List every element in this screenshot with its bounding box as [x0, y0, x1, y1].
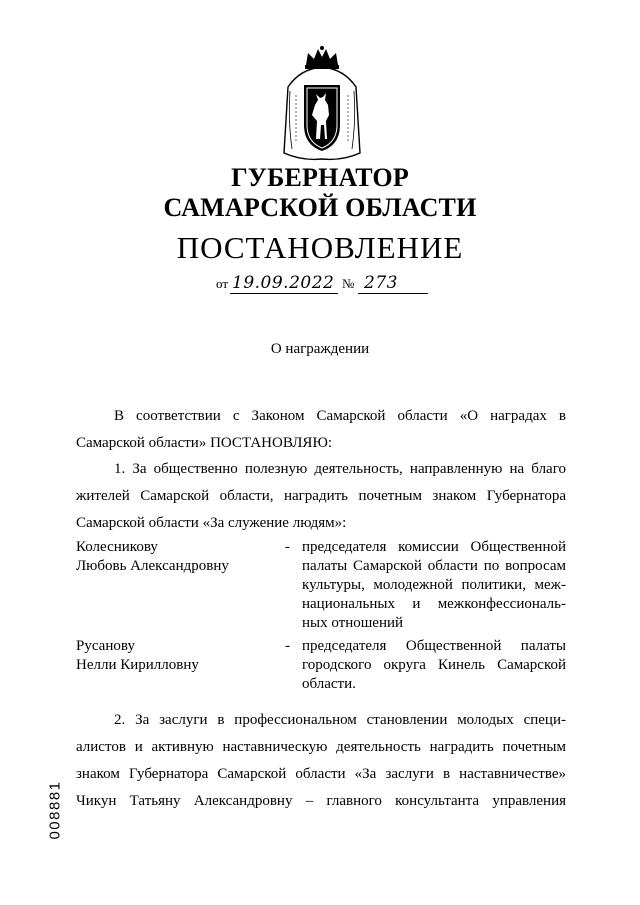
awardee-position	[302, 538, 566, 633]
text-line: национальных и межконфессиональ-	[302, 596, 566, 612]
text-line: культуры, молодежной политики, меж-	[302, 577, 566, 593]
awardee-surname: Русанову	[76, 638, 135, 654]
document-type: ПОСТАНОВЛЕНИЕ	[176, 230, 464, 265]
preamble-paragraph	[76, 403, 566, 457]
date-number-line	[200, 271, 440, 297]
text-line: Чикун Татьяну Александровну – главного консультанта управления	[76, 793, 566, 809]
item-2-paragraph	[76, 707, 566, 815]
text-line: ных отношений	[302, 615, 404, 631]
awardee-given-names: Нелли Кирилловну	[76, 657, 199, 673]
samara-coat-of-arms-icon	[282, 45, 362, 163]
awardee-entry	[0, 538, 640, 638]
awardee-dash: -	[285, 638, 290, 654]
text-line: городского округа Кинель Самарской	[302, 657, 566, 673]
text-line: знаком Губернатора Самарской области «За заслуги в наставничестве»	[76, 766, 566, 782]
serial-number-text: 008881	[46, 780, 64, 840]
awardee-given-names: Любовь Александровну	[76, 558, 229, 574]
text-line: В соответствии с Законом Самарской области «О наградах в	[114, 408, 566, 424]
text-line: алистов и активную наставническую деятельность наградить почетным	[76, 739, 566, 755]
document-subject: О награждении	[270, 341, 370, 357]
number-label: №	[342, 276, 355, 291]
number-underline	[358, 293, 428, 294]
awardee-entry	[0, 637, 640, 697]
text-line: Самарской области» ПОСТАНОВЛЯЮ:	[76, 435, 333, 451]
organization-title-line1: ГУБЕРНАТОР	[231, 163, 409, 192]
document-date: 19.09.2022	[232, 273, 335, 293]
awardee-surname: Колесникову	[76, 539, 158, 555]
organization-title-line2: САМАРСКОЙ ОБЛАСТИ	[163, 193, 477, 222]
awardee-dash: -	[285, 539, 290, 555]
text-line: 1. За общественно полезную деятельность, направленную на благо	[114, 461, 566, 477]
awardee-position	[302, 637, 566, 694]
date-prefix: от	[216, 276, 229, 291]
document-number: 273	[364, 273, 398, 293]
text-line: жителей Самарской области, наградить почетным знаком Губернатора	[76, 488, 566, 504]
text-line: Самарской области «За служение людям»:	[76, 515, 347, 531]
text-line: палаты Самарской области по вопросам	[302, 558, 566, 574]
item-1-paragraph	[76, 456, 566, 537]
form-serial-number	[44, 770, 66, 850]
text-line: председателя Общественной палаты	[302, 638, 566, 654]
text-line: председателя комиссии Общественной	[302, 539, 566, 555]
text-line: 2. За заслуги в профессиональном становлении молодых специ-	[114, 712, 566, 728]
date-underline	[230, 293, 338, 294]
text-line: области.	[302, 676, 356, 692]
